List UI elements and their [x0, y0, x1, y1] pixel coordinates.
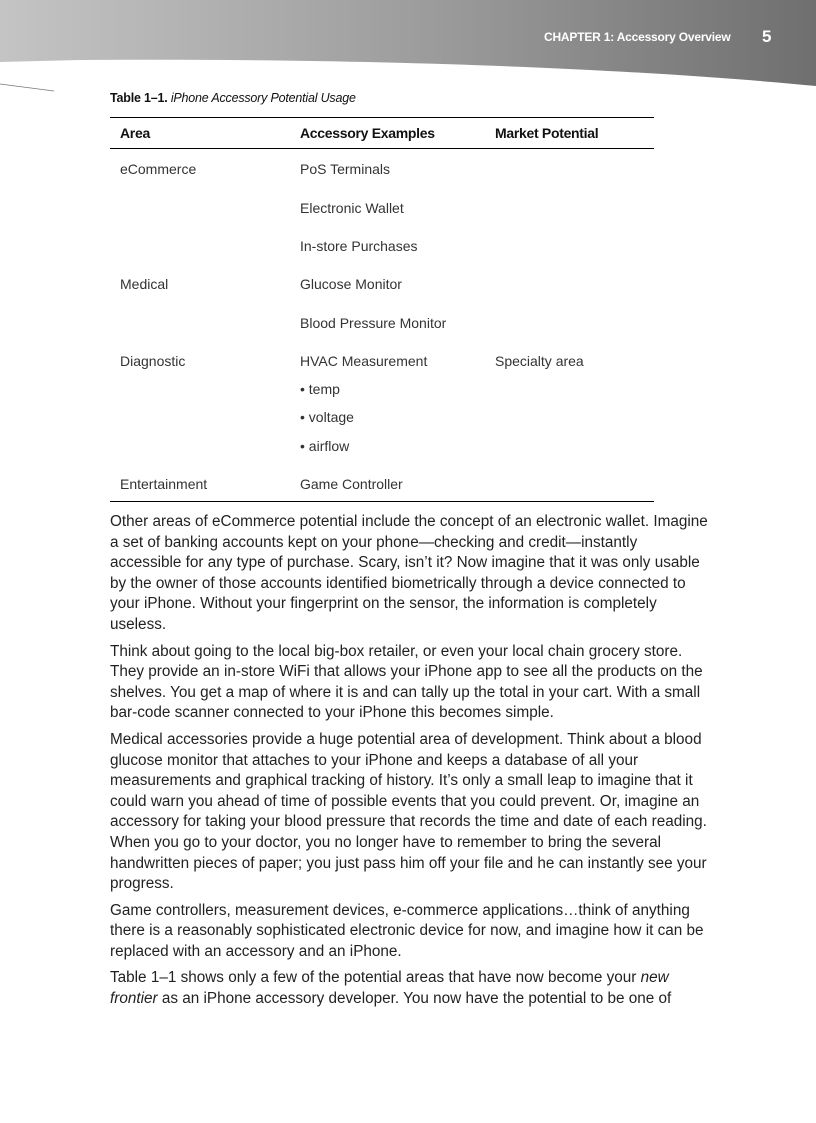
- table-bottom-rule: [110, 501, 654, 502]
- column-header-area: Area: [120, 125, 150, 141]
- table-cell-example: PoS Terminals: [300, 161, 391, 177]
- paragraph: Medical accessories provide a huge potential area of development. Think about a blood glucose monitor that attaches to your iPhone and keeps a database of all your measurements and graphical tracking of history. It’s only a small leap to imagine that it could warn you ahead of time of possible events that you could prevent. Or, imagine an accessory for taking your blood pressure that records the time and date of each reading. When you go to your doctor, you no longer have to remember to bring the several handwritten pieces of paper; you just pass him off your file and he can instantly see your progress.: [110, 730, 707, 893]
- table-cell-bullet: • temp: [300, 381, 340, 397]
- table-cell-market-potential: Specialty area: [495, 353, 584, 369]
- body-text: [110, 512, 710, 1016]
- chapter-header-band: [0, 0, 816, 100]
- table-cell-bullet: • airflow: [300, 438, 350, 454]
- paragraph: Game controllers, measurement devices, e-commerce applications…think of anything there is a reasonably sophisticated electronic device for now, and imagine how it can be replaced with an accessory and an iPhone.: [110, 901, 704, 960]
- table-caption-title: iPhone Accessory Potential Usage: [170, 91, 356, 105]
- table-cell-example: HVAC Measurement: [300, 353, 428, 369]
- table-cell-area: Diagnostic: [120, 353, 186, 369]
- table-caption: [110, 91, 356, 105]
- table-cell-example: Electronic Wallet: [300, 200, 404, 216]
- table-cell-example: Blood Pressure Monitor: [300, 315, 447, 331]
- column-header-market-potential: Market Potential: [495, 125, 599, 141]
- table-caption-number: Table 1–1.: [110, 91, 168, 105]
- table-cell-example: In-store Purchases: [300, 238, 418, 254]
- table-cell-example: Game Controller: [300, 476, 403, 492]
- page-number: 5: [762, 27, 772, 46]
- chapter-title: CHAPTER 1: Accessory Overview: [544, 30, 731, 44]
- emphasis-text: new frontier: [110, 969, 669, 1008]
- table-cell-area: eCommerce: [120, 161, 197, 177]
- paragraph-text: as an iPhone accessory developer. You now have the potential to be one of: [157, 990, 672, 1008]
- paragraph-text: Table 1–1 shows only a few of the potential areas that have now become your: [110, 969, 641, 987]
- paragraph: Other areas of eCommerce potential include the concept of an electronic wallet. Imagine a set of banking accounts kept on your phone—checking and credit—instantly accessible for any type of purchase. Scary, isn’t it? Now imagine that it was only usable by the owner of those accounts identified biometrically through a device connected to your iPhone. Without your fingerprint on the sensor, the information is completely useless.: [110, 513, 708, 633]
- table-cell-example: Glucose Monitor: [300, 276, 402, 292]
- table-cell-area: Medical: [120, 276, 169, 292]
- table-top-rule: [110, 117, 654, 118]
- table-header-rule: [110, 148, 654, 149]
- paragraph: [110, 968, 710, 1009]
- paragraph: Think about going to the local big-box retailer, or even your local chain grocery store. They provide an in-store WiFi that allows your iPhone app to see all the products on the shelves. You get a map of where it is and can tally up the total in your cart. With a small bar-code scanner connected to your iPhone this becomes simple.: [110, 642, 703, 722]
- table-cell-area: Entertainment: [120, 476, 208, 492]
- table-cell-bullet: • voltage: [300, 409, 354, 425]
- column-header-accessory-examples: Accessory Examples: [300, 125, 435, 141]
